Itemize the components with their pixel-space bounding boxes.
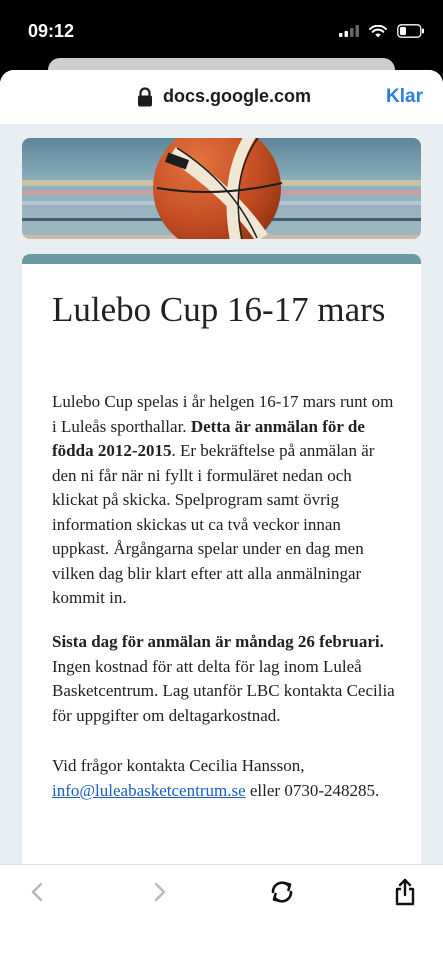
url-text: docs.google.com <box>163 86 312 106</box>
url-bar[interactable] <box>0 70 443 124</box>
header-banner-image <box>22 138 421 239</box>
url-display[interactable] <box>137 86 311 107</box>
contact-paragraph <box>52 754 397 803</box>
contact-phone-text: eller 0730-248285. <box>245 780 380 800</box>
form-title: Lulebo Cup 16-17 mars <box>52 290 386 329</box>
wifi-icon <box>369 25 387 38</box>
intro-rest-text: . Er bekräftelse på anmälan är den ni får när ni fyllt i formuläret nedan och klickat på skicka. Spelprogram samt övrig information skickas ut ca två veckor innan uppkast. Årgångarna spelar under en dag men vilken dag blir klart efter att alla anmälningar kommit in. <box>52 441 375 607</box>
reload-icon <box>269 879 295 905</box>
status-time: 09:12 <box>28 21 75 41</box>
form-description-card <box>22 254 421 864</box>
page-content[interactable] <box>0 124 443 864</box>
forward-arrow-icon <box>153 882 167 902</box>
battery-icon <box>397 24 425 38</box>
done-button[interactable]: Klar <box>386 86 423 107</box>
back-arrow-icon <box>30 882 44 902</box>
browser-sheet <box>0 70 443 960</box>
card-accent-bar <box>22 254 421 264</box>
lock-icon <box>137 87 153 107</box>
reload-button[interactable] <box>267 877 297 907</box>
status-icons <box>339 24 425 38</box>
contact-text: Vid frågor kontakta Cecilia Hansson, <box>52 756 305 775</box>
status-bar <box>0 0 443 62</box>
deadline-paragraph <box>52 630 397 728</box>
share-button[interactable] <box>390 877 420 907</box>
browser-toolbar <box>0 864 443 960</box>
back-button[interactable] <box>22 877 52 907</box>
intro-bold-text: Detta är anmälan för de födda 2012-2015 <box>52 416 365 460</box>
cellular-signal-icon <box>339 25 359 37</box>
deadline-rest-text: Ingen kostnad för att delta för lag inom Luleå Basketcentrum. Lag utanför LBC kontakta Cecilia för uppgifter om deltagarkostnad. <box>52 656 395 725</box>
deadline-bold-text: Sista dag för anmälan är måndag 26 februari. <box>52 632 384 651</box>
share-icon <box>394 878 416 906</box>
intro-paragraph <box>52 390 397 611</box>
forward-button[interactable] <box>145 877 175 907</box>
contact-email-link[interactable]: info@luleabasketcentrum.se <box>52 780 246 800</box>
intro-text: Lulebo Cup spelas i år helgen 16-17 mars runt om i Luleås sporthallar. <box>52 392 394 436</box>
